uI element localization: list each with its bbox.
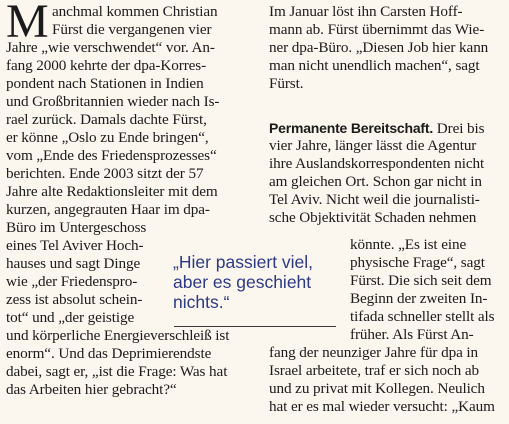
text-line: Tel Aviv. Nicht weil die journalisti-	[269, 191, 480, 208]
text-line: fang 2000 kehrte der dpa-Korres-	[6, 57, 207, 74]
text-line: früher. Als Fürst An-	[350, 326, 474, 343]
text-line: Fürst.	[269, 75, 304, 92]
text-line: ihre Auslandskorrespondenten nicht	[269, 155, 485, 172]
drop-cap: M	[6, 0, 49, 48]
text-line: er könne „Oslo zu Ende bringen“,	[6, 129, 209, 146]
text-line: Beginn der zweiten In-	[350, 290, 488, 307]
text-line: und Großbritannien wieder nach Is-	[6, 93, 220, 110]
text-line: zess ist absolut schein-	[6, 291, 143, 308]
text-line: anchmal kommen Christian	[52, 3, 218, 20]
text-fragment: Drei bis	[433, 120, 485, 137]
pull-quote-line: nichts.“	[173, 292, 230, 312]
text-line: tot“ und „der geistige	[6, 309, 135, 326]
text-line: Im Januar löst ihn Carsten Hoff-	[269, 3, 463, 20]
text-line: enorm“. Und das Deprimierendste	[6, 345, 212, 362]
text-line: Büro im Untergeschoss	[6, 219, 147, 236]
text-line: könnte. „Es ist eine	[350, 236, 467, 253]
text-line: und körperliche Energieverschleiß ist	[6, 327, 230, 344]
text-line: tifada schneller stellt als	[350, 308, 495, 325]
pull-quote-line: „Hier passiert viel,	[173, 252, 314, 272]
text-line: berichten. Ende 2003 sitzt der 57	[6, 165, 204, 182]
pull-quote-divider	[174, 326, 336, 327]
text-line: am gleichen Ort. Schon gar nicht in	[269, 173, 482, 190]
text-line: pondent nach Stationen in Indien	[6, 75, 204, 92]
pull-quote-line: aber es geschieht	[173, 272, 312, 292]
text-line: dabei, sagt er, „ist die Frage: Was hat	[6, 363, 228, 380]
text-line: Fürst die vergangenen vier	[52, 21, 212, 38]
text-line: Israel arbeitete, traf er sich noch ab	[269, 362, 479, 379]
text-line: mann ab. Fürst übernimmt das Wie-	[269, 21, 485, 38]
text-line: ner dpa-Büro. „Diesen Job hier kann	[269, 39, 489, 56]
text-line: und zu privat mit Kollegen. Neulich	[269, 380, 485, 397]
subhead-line	[269, 119, 484, 138]
text-line: Jahre alte Redaktionsleiter mit dem	[6, 183, 218, 200]
text-line: eines Tel Aviver Hoch-	[6, 237, 144, 254]
text-line: vier Jahre, länger lässt die Agentur	[269, 137, 477, 154]
text-line: Jahre „wie verschwendet“ vor. An-	[6, 39, 215, 56]
text-line: wie „der Friedenspro-	[6, 273, 138, 290]
text-line: kurzen, angegrauten Haar im dpa-	[6, 201, 210, 218]
text-line: hat er es mal wieder versucht: „Kaum	[269, 398, 495, 415]
text-line: fang der neunziger Jahre für dpa in	[269, 344, 479, 361]
text-line: physische Frage“, sagt	[350, 254, 485, 271]
text-line: das Arbeiten hier gebracht?“	[6, 381, 177, 398]
text-line: sche Objektivität Schaden nehmen	[269, 209, 477, 226]
pull-quote	[173, 252, 339, 312]
text-line: vom „Ende des Friedensprozesses“	[6, 147, 217, 164]
text-line: Fürst. Die sich seit dem	[350, 272, 492, 289]
text-line: hauses und sagt Dinge	[6, 255, 141, 272]
text-line: man nicht unendlich machen“, sagt	[269, 57, 480, 74]
section-subhead: Permanente Bereitschaft.	[269, 120, 434, 136]
text-line: rael zurück. Damals dachte Fürst,	[6, 111, 207, 128]
